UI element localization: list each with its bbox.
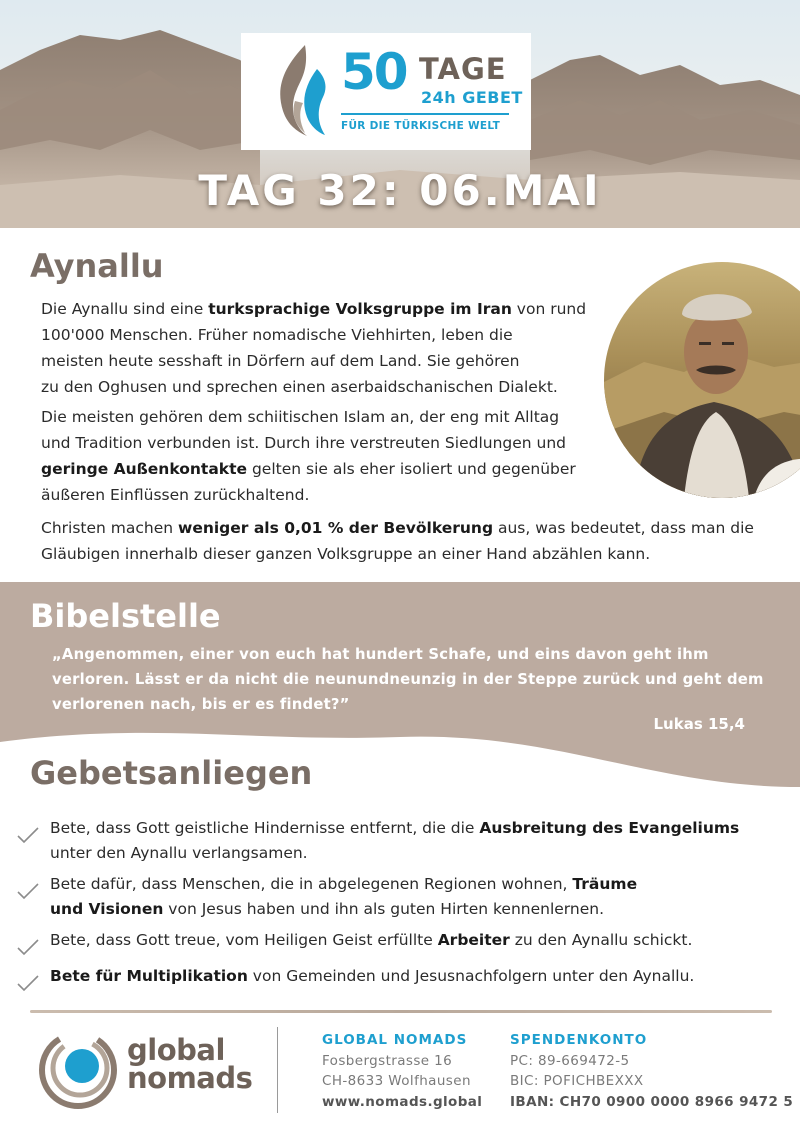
global-nomads-logo-icon [38, 1030, 118, 1110]
section-heading-bible: Bibelstelle [30, 597, 221, 635]
day-title: TAG 32: 06.MAI [198, 166, 602, 215]
portrait-photo [604, 262, 800, 498]
logo-tagline: 24h GEBET [421, 88, 523, 107]
logo-word: TAGE [419, 52, 507, 86]
intro-paragraph-2: Die meisten gehören dem schiitischen Islam an, der eng mit Alltag und Tradition verbunden ist. Durch ihre verstreuten Siedlungen und geringe Außenkontakte gelten sie als eher isoliert und gegenüber äußeren Einflüssen zurückhaltend. [41, 408, 576, 504]
bible-quote: „Angenommen, einer von euch hat hundert Schafe, und eins davon geht ihm verloren. Lässt er da nicht die neunundneunzig in der Steppe zurück und geht dem verlorenen nach, bis er es findet?” [52, 646, 764, 713]
bible-reference: Lukas 15,4 [653, 715, 745, 733]
logo-subtitle: FÜR DIE TÜRKISCHE WELT [341, 120, 501, 132]
prayer-item-4: Bete für Multiplikation von Gemeinden und Jesusnachfolgern unter den Aynallu. [50, 967, 695, 985]
checkmark-icon [16, 881, 40, 901]
footer-separator [277, 1027, 278, 1113]
prayer-item-3: Bete, dass Gott treue, vom Heiligen Geist erfüllte Arbeiter zu den Aynallu schickt. [50, 931, 693, 949]
campaign-logo [241, 33, 531, 150]
prayer-item-1: Bete, dass Gott geistliche Hindernisse entfernt, die die Ausbreitung des Evangeliums unter den Aynallu verlangsamen. [50, 819, 740, 862]
prayer-item-2: Bete dafür, dass Menschen, die in abgelegenen Regionen wohnen, Träume und Visionen von Jesus haben und ihn als guten Hirten kennenlernen. [50, 875, 638, 918]
section-heading-people: Aynallu [30, 247, 164, 285]
donation-account: SPENDENKONTO PC: 89-669472-5 BIC: POFICHBEXXX IBAN: CH70 0900 0000 8966 9472 5 [510, 1032, 794, 1110]
intro-paragraph-1: Die Aynallu sind eine turksprachige Volksgruppe im Iran von rund 100'000 Menschen. Früher nomadische Viehhirten, leben die meisten heute sesshaft in Dörfern auf dem Land. Sie gehören zu den Oghusen und sprechen einen aserbaidschanischen Dialekt. [41, 300, 587, 396]
global-nomads-wordmark: global nomads [127, 1033, 253, 1095]
man-portrait-icon [604, 262, 800, 498]
intro-paragraph-3: Christen machen weniger als 0,01 % der Bevölkerung aus, was bedeutet, dass man die Gläubigen innerhalb dieser ganzen Volksgruppe an einer Hand abzählen kann. [41, 519, 754, 563]
flame-icon [265, 41, 335, 141]
logo-number: 50 [341, 43, 407, 101]
header-banner [0, 0, 800, 228]
website-link[interactable]: www.nomads.global [322, 1093, 483, 1110]
checkmark-icon [16, 973, 40, 993]
checkmark-icon [16, 825, 40, 845]
checkmark-icon [16, 937, 40, 957]
logo-divider [341, 113, 509, 115]
section-heading-prayer: Gebetsanliegen [30, 754, 313, 792]
org-address: GLOBAL NOMADS Fosbergstrasse 16 CH-8633 Wolfhausen www.nomads.global [322, 1030, 482, 1112]
footer-divider [30, 1010, 772, 1013]
